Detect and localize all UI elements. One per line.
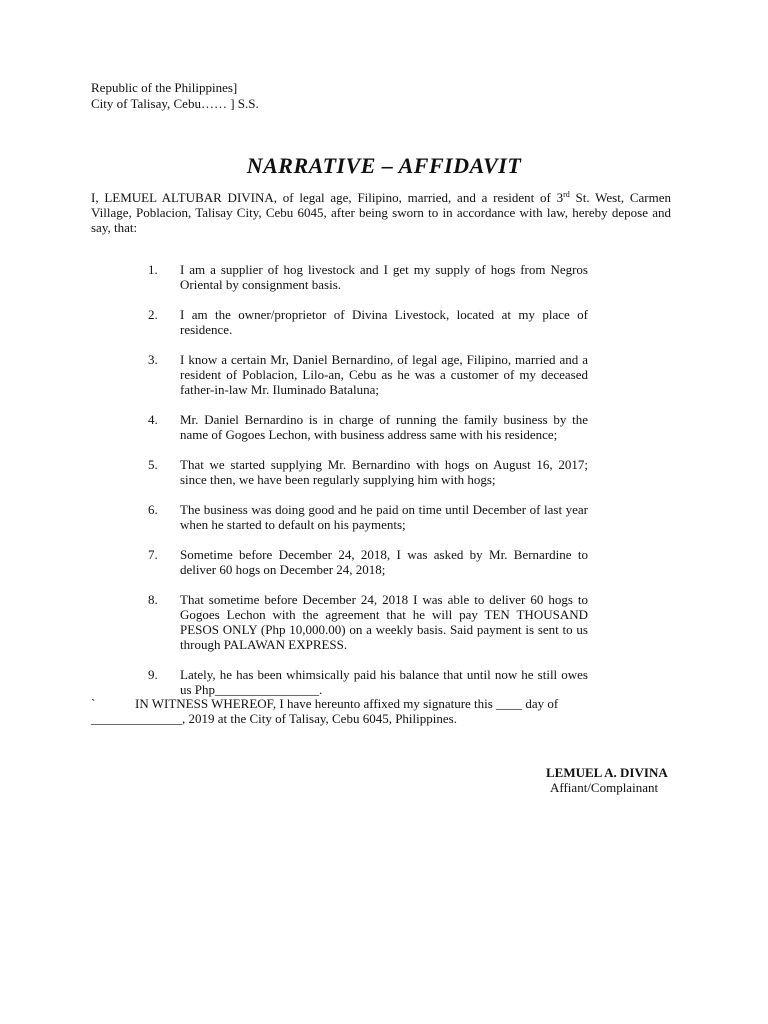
item-text: I am a supplier of hog livestock and I get my supply of hogs from Negros Oriental by consignment basis. — [180, 262, 588, 292]
intro-text-after: St. West, Carmen Village, Poblacion, Talisay City, Cebu 6045, after being sworn to in accordance with law, hereby depose and say, that: — [91, 190, 672, 235]
list-item — [148, 307, 588, 337]
document-title: NARRATIVE – AFFIDAVIT — [246, 153, 522, 178]
item-text: Mr. Daniel Bernardino is in charge of running the family business by the name of Gogoes Lechon, with business address same with his residence; — [180, 412, 588, 442]
item-number: 8. — [148, 592, 158, 607]
item-text: The business was doing good and he paid on time until December of last year when he started to default on his payments; — [180, 502, 588, 532]
item-number: 3. — [148, 352, 158, 367]
item-number: 4. — [148, 412, 158, 427]
witness-text-1: IN WITNESS WHEREOF, I have hereunto affixed my signature this ____ day of — [135, 696, 559, 711]
signature-block — [546, 765, 706, 795]
witness-line-1 — [91, 696, 591, 711]
intro-text-before: I, LEMUEL ALTUBAR DIVINA, of legal age, Filipino, married, and a resident of 3 — [91, 190, 564, 205]
intro-superscript: rd — [563, 190, 570, 199]
item-number: 2. — [148, 307, 158, 322]
list-item — [148, 502, 588, 532]
list-item — [148, 547, 588, 577]
item-text: Lately, he has been whimsically paid his balance that until now he still owes us Php________________. — [180, 667, 588, 697]
item-number: 7. — [148, 547, 158, 562]
witness-clause — [91, 696, 591, 726]
statement-list — [148, 262, 588, 712]
venue-line-republic: Republic of the Philippines] — [91, 80, 238, 95]
list-item — [148, 592, 588, 652]
list-item — [148, 412, 588, 442]
item-number: 1. — [148, 262, 158, 277]
venue-line-city: City of Talisay, Cebu…… ] S.S. — [91, 96, 259, 111]
witness-tick-mark: ` — [91, 696, 96, 711]
item-text: That we started supplying Mr. Bernardino with hogs on August 16, 2017; since then, we have been regularly supplying him with hogs; — [180, 457, 588, 487]
intro-paragraph — [91, 190, 671, 235]
list-item — [148, 352, 588, 397]
item-number: 9. — [148, 667, 158, 682]
witness-line-2: ______________, 2019 at the City of Talisay, Cebu 6045, Philippines. — [91, 711, 457, 726]
item-number: 6. — [148, 502, 158, 517]
venue-header — [91, 80, 491, 112]
list-item — [148, 457, 588, 487]
item-text: I am the owner/proprietor of Divina Livestock, located at my place of residence. — [180, 307, 588, 337]
item-number: 5. — [148, 457, 158, 472]
list-item — [148, 667, 588, 697]
affiant-name: LEMUEL A. DIVINA — [546, 765, 668, 780]
item-text: I know a certain Mr, Daniel Bernardino, of legal age, Filipino, married and a resident of Poblacion, Lilo-an, Cebu as he was a customer of my deceased father-in-law Mr. Iluminado Bataluna; — [180, 352, 588, 397]
affiant-role: Affiant/Complainant — [550, 780, 659, 795]
list-item — [148, 262, 588, 292]
item-text: That sometime before December 24, 2018 I was able to deliver 60 hogs to Gogoes Lechon with the agreement that he will pay TEN THOUSAND PESOS ONLY (Php 10,000.00) on a weekly basis. Said payment is sent to us through PALAWAN EXPRESS. — [180, 592, 588, 652]
item-text: Sometime before December 24, 2018, I was asked by Mr. Bernardine to deliver 60 hogs on December 24, 2018; — [180, 547, 588, 577]
